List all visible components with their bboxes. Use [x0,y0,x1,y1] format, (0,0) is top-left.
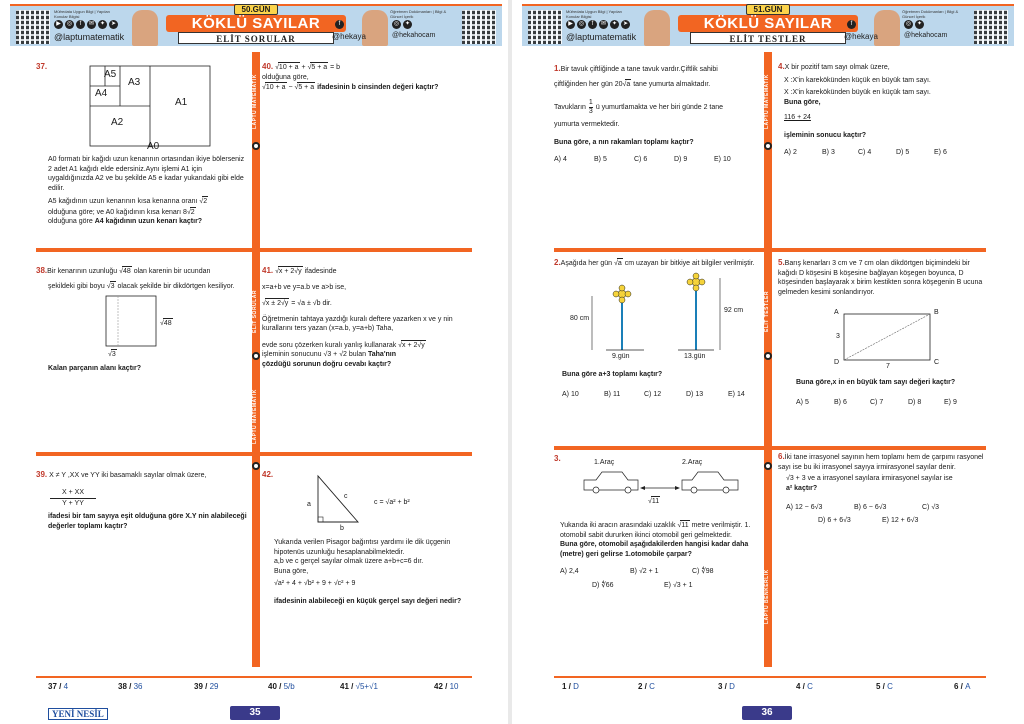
header-small-right: Öğretmen Dokümanları | Bilgi & Güncel İçerik [390,9,447,19]
day-badge: 51.GÜN [746,4,790,15]
qr-code-right [974,10,1008,44]
q39-num: X + XX [50,488,96,499]
q42-side-c: c [344,493,348,500]
qr-code-right [462,10,496,44]
right-triangle-diagram [316,474,360,524]
answer-q: 5 [876,682,881,691]
handle-left: @laptumatematik [566,32,637,42]
option-d[interactable]: D) 8 [908,398,922,406]
answer-3: 3 / D [718,682,735,691]
answer-q: 1 [562,682,567,691]
qr-code-left [528,10,562,44]
question-3 [554,454,561,465]
page-subtitle: ELİT SORULAR [178,32,334,44]
q1-p2: çiftliğinden her gün [554,80,613,88]
q40-question: ifadesinin b cinsinden değeri kaçtır? [317,84,439,91]
q2-height-1: 80 cm [570,315,590,322]
vbar-text-3: LAPTU BENKERLİK [764,569,770,625]
q2-day-2: 13.gün [684,353,706,360]
row-divider [260,452,472,456]
q37-text: A0 formatı bir kağıdı uzun kenarının ortasından ikiye bölerseniz 2 adet A1 kağıdı elde edersiniz.Aynı işlemi A1 için uygaldığınızda A2 ve bu şekilde A5 e kadar yukarıdaki gibi elde edilir. A5 kağıdının uzun kenarının kısa kenarına oranı √2 olduğuna göre; ve A0 kağıdının kısa kenarı 8√2 olduğuna göre A4 kağıdının uzun kenarı kaçtır? [48,155,248,227]
twitch-icon: ✉ [88,21,95,27]
option-a[interactable]: A) 12 − 6√3 [786,504,823,511]
side-3: 3 [836,333,840,340]
answer-q: 4 [796,682,801,691]
q4-p2: X :X'in karekökünden küçük en büyük tam sayı. [784,76,931,84]
answer-1: 1 / D [562,682,579,691]
q5-p1: Barış kenarları 3 cm ve 7 cm olan dikdörtgen biçimindeki bir kağıdı D köşesini B köşesine bağlayan köşegen boyunca, D köşesinden başlayarak x birim kestikten sonra köşegenin B ucuna gelmeden kesimi sonlandırıyor. [778,260,983,296]
q38-r48: 48 [122,268,131,275]
q41-p1: x=a+b ve y=a.b ve a>b ise, [262,283,347,291]
q4-options [784,148,984,158]
plant-diagram [600,276,740,356]
q37-question: A4 kağıdının uzun kenarı kaçtır? [94,218,203,225]
corner-a: A [834,309,839,316]
q38-side-label: √48 [160,320,172,327]
q38-question [48,364,141,374]
q1-p3b: ü yumurtlamakta ve her biri günde 2 tane [595,103,724,111]
page-number: 36 [742,706,792,720]
instagram-icon: ◎ [393,21,400,27]
option-c[interactable]: C) √3 [922,504,940,511]
option-e[interactable]: E) 6 [934,149,947,156]
q41-p6a: Taha'nın [368,351,396,358]
q37-p2: A5 kağıdının uzun kenarının kısa kenarına oranı [48,198,198,205]
q1-p2v: 20 [614,80,623,88]
divider-dot [252,462,260,470]
answer-a: 29 [209,682,219,691]
q4-p3: X :X'in karekökünden büyük en küçük tam sayı. [784,89,931,96]
footer-line [36,676,472,678]
social-icons-left [54,20,118,29]
label-a3: A3 [128,77,141,88]
q42-expr: √a² + 4 + √b² + 9 + √c² + 9 [274,580,356,587]
row-divider [36,248,252,252]
corner-b: B [934,309,939,316]
question-42 [262,470,273,481]
q42-p1: Yukarıda verilen Pisagor bağıntısı yardımı ile dik üçgenin hipotenüs uzunluğu hesaplanabilmektedir. [274,539,451,556]
option-c[interactable]: C) 12 [644,390,662,398]
option-c[interactable]: C) 7 [870,398,884,406]
social-icons-mid [335,20,344,29]
q40-e1: 10 + a [278,64,299,71]
option-c[interactable]: C) 6 [634,156,648,163]
q4-p1: X bir pozitif tam sayı olmak üzere, [784,64,890,71]
option-d[interactable]: D) ∜66 [592,581,614,589]
question-41: 41. √x + 2√y ifadesinde x=a+b ve y=a.b ve a>b ise, √x ± 2√y = √a ± √b dir. Öğretmenin tahtaya yazdığı kuralı deftere yazarken x ve y nin kurallarını ters yazan (x=a.b, y=a+b) Taha, evde soru çözerken kuralı yanlış kullanarak √x + 2√y işleminin sonucunu √3 + √2 bulan Taha'nın çözdüğü sorunun doğru cevabı kaçtır? [262,266,472,369]
row-divider [772,446,986,450]
q42-question: ifadesinin alabileceği en küçük gerçel sayı değeri nedir? [274,597,462,605]
option-e[interactable]: E) 9 [944,398,957,406]
right-page [512,0,1024,724]
q38-p1b: olan karenin bir ucundan [133,268,211,275]
option-e[interactable]: E) 14 [728,390,745,398]
label-a4: A4 [95,88,108,99]
answer-q: 6 [954,682,959,691]
option-d[interactable]: D) 6 + 6√3 [818,516,851,524]
answer-q: 41 [340,682,349,691]
social-icons-mid [847,20,856,29]
youtube-icon: ▶ [566,20,575,29]
q5-options [796,398,986,408]
answer-a: D [573,682,579,691]
handle-right: @hekahocam [392,32,436,39]
answer-q: 37 [48,682,57,691]
question-number: 4. [778,62,785,71]
q3-distance: √11 [648,498,660,505]
q6-p1: İki tane irrasyonel sayının hem toplamı hem de çarpımı rasyonel sayı ise bu iki irrasyonel sayıya irmirasyonel sayılar denir. [778,454,984,471]
footer-line [554,676,986,678]
option-a[interactable]: A) 10 [562,390,579,398]
option-b[interactable]: B) 5 [594,156,607,163]
option-b[interactable]: B) 3 [822,149,835,156]
q37-p3: olduğuna göre; ve A0 kağıdının kısa kenarı [48,208,182,216]
q2-question: Buna göre a+3 toplamı kaçtır? [562,371,663,378]
q2-options [562,390,762,400]
option-b[interactable]: B) 11 [604,390,621,398]
divider-dot [764,352,772,360]
answer-a: A [965,682,971,691]
q2-day-1: 9.gün [612,353,630,360]
rectangle-diagram [842,312,934,364]
q41-p0: ifadesinde [304,268,337,275]
answer-a: C [807,682,813,691]
q3-car1: 1.Araç [594,459,615,466]
handle-mid: @hekaya [844,32,878,41]
vbar-text-1: LAPTU MATEMATİK [764,74,770,130]
answer-q: 3 [718,682,723,691]
row-divider [554,446,764,450]
answer-40: 40 / 5/b [268,682,295,691]
q38-bottom: 3 [111,351,116,358]
q3-p1b: metre verilmiştir. 1. otomobil sabit dururken ikinci otomobil geri gelmektedir. [560,522,751,539]
q42-formula: c = √a² + b² [374,499,410,506]
answer-q: 42 [434,682,443,691]
telegram-icon: ➤ [110,21,117,27]
instagram-icon: ◎ [905,21,912,27]
question-number: 3. [554,454,561,463]
q3-dist-inline: 11 [681,522,689,529]
q37-r2b: 2 [190,208,195,216]
answer-5: 5 / C [876,682,893,691]
q42-text [274,538,470,606]
q1-p1: Bir tavuk çiftliğinde a tane tavuk vardır.Çiftlik sahibi [560,66,718,73]
q41-e0: x + 2 [278,268,295,275]
q6-options-row1 [786,503,986,513]
question-38: 38.Bir kenarının uzunluğu √48 olan karenin bir ucundan şekildeki gibi boyu √3 olacak şekilde bir dikdörtgen kesiliyor. [36,266,235,290]
square-diagram [106,296,158,348]
qr-code-left [16,10,50,44]
avatar-left [644,10,670,46]
answer-q: 39 [194,682,203,691]
q38-bottom-label: √3 [108,351,116,358]
label-a0: A0 [147,141,160,152]
facebook-icon: f [335,20,344,29]
answer-4: 4 / C [796,682,813,691]
twitter-icon: ✦ [99,21,106,27]
facebook-icon: f [847,20,856,29]
corner-d: D [834,359,840,366]
q39-question [48,512,248,531]
header-small-left: Müfredata Uygun Bilgi | Yapılan Konular Bilgisi [54,9,110,19]
answer-38: 38 / 36 [118,682,143,691]
header-center [158,4,354,48]
option-d[interactable]: D) 5 [896,149,910,156]
answer-41: 41 / √5+√1 [340,682,378,691]
question-5 [778,258,986,297]
answer-37: 37 / 4 [48,682,69,691]
q3-car2: 2.Araç [682,459,703,466]
q41-e2b: = √a ± √b dir. [291,300,332,307]
q6-options-row2 [818,516,986,526]
option-b[interactable]: B) 6 − 6√3 [854,504,887,511]
header-small-right: Öğretmen Dokümanları | Bilgi & Güncel İçerik [902,9,959,19]
q39-question-text: ifadesi bir tam sayıya eşit olduğuna göre X.Y nin alabileceği değerler toplamı kaçtır? [48,513,247,530]
q40-e1b: 5 + a [311,64,328,71]
question-number: 37. [36,62,48,71]
option-c[interactable]: C) ∜98 [692,568,714,575]
q3-options-row2 [592,581,762,591]
option-a[interactable]: A) 4 [554,156,567,163]
question-6 [778,452,986,525]
answer-q: 40 [268,682,277,691]
q40-e2b: 5 + a [298,84,315,91]
day-badge: 50.GÜN [234,4,278,15]
q41-e4: x + 2 [402,341,418,349]
answer-39: 39 / 29 [194,682,219,691]
divider-dot [252,352,260,360]
q37-p4a: olduğuna göre [48,218,93,225]
label-a1: A1 [175,97,188,108]
q1-question: Buna göre, a nın rakamları toplamı kaçtır? [554,138,694,146]
q3-p1: Yukarıda iki aracın arasındaki uzaklık [560,522,676,529]
twitter-icon: ✦ [611,21,618,27]
q41-p5: işleminin sonucunu [262,351,322,358]
instagram-icon: ◎ [578,21,585,27]
label-a2: A2 [111,117,124,128]
q41-p3: Öğretmenin tahtaya yazdığı kuralı deftere yazarken x ve y nin kurallarını ters yazan (x=a.b, y=a+b) Taha, [262,315,453,332]
answer-a: √5+√1 [355,682,378,691]
social-icons-left [566,20,630,29]
center-divider [252,52,260,667]
question-number: 38. [36,266,48,275]
q1-frac-den: 3 [588,108,593,115]
twitch-icon: ✉ [600,21,607,27]
row-divider [260,248,472,252]
question-number: 41. [262,266,274,275]
q4-expr: 116 + 24 [784,114,811,121]
question-number: 42. [262,470,274,479]
social-icons-right [904,20,924,29]
question-number: 6. [778,452,785,461]
q2-bottom [562,370,762,399]
q38-question-text: Kalan parçanın alanı kaçtır? [48,365,141,372]
divider-dot [764,142,772,150]
instagram-icon: ◎ [66,21,73,27]
q6-p2: ve a irrasyonel sayılara irmirasyonel sayılar ise [807,475,953,482]
row-divider [772,248,986,252]
q38-side: 48 [163,320,172,327]
answer-a: 4 [63,682,69,691]
question-1: 1.Bir tavuk çiftliğinde a tane tavuk vardır.Çiftlik sahibi çiftliğinden her gün 20√a tane yumurta almaktadır. Tavukların $\frac{1}{3}$ ü yumurtlamakta ve her biri günde 2 tane yumurta vermektedir. Buna göre, a nın rakamları toplamı kaçtır? A) 4 B) 5 C) 6 D) 9 E) 10 [554,64,760,165]
handle-right: @hekahocam [904,32,948,39]
answer-42: 42 / 10 [434,682,459,691]
option-e[interactable]: E) 10 [714,156,731,163]
brand-logo: YENİ NESİL [48,708,108,720]
q39-den: Y + YY [62,499,84,507]
q39-fraction [50,488,96,508]
answer-q: 2 [638,682,643,691]
center-divider [764,52,772,667]
q3-options-row1 [560,567,762,577]
corner-c: C [934,359,940,366]
side-7: 7 [886,363,890,370]
q38-p2b: olacak şekilde bir dikdörtgen kesiliyor. [117,282,235,290]
q39-p1: X ≠ Y ,XX ve YY iki basamaklı sayılar olmak üzere, [49,472,207,479]
social-icons-right [392,20,412,29]
option-c[interactable]: C) 4 [858,149,872,156]
q1-p3: Tavukların [554,103,586,111]
q5-question: Buna göre,x in en büyük tam sayı değeri kaçtır? [796,379,956,386]
option-d[interactable]: D) 9 [674,156,688,163]
q41-e5: 3 + √2 [327,351,347,358]
facebook-icon: f [76,20,85,29]
q2-height-2: 92 cm [724,307,744,314]
avatar-left [132,10,158,46]
option-b[interactable]: B) 6 [834,398,847,406]
option-a[interactable]: A) 2,4 [560,568,579,575]
q1-p2b: tane yumurta almaktadır. [633,80,711,88]
handle-mid: @hekaya [332,32,366,41]
q42-side-b: b [340,525,344,532]
telegram-icon: ➤ [622,21,629,27]
question-number: 2. [554,258,561,267]
q37-r2: 2 [203,198,208,205]
answer-6: 6 / A [954,682,971,691]
q40-p1: olduğuna göre, [262,73,309,81]
q2-p1b: cm uzayan bir bitkiye ait bilgiler verilmiştir. [624,260,755,267]
q38-r3: 3 [110,282,115,290]
page-subtitle: ELİT TESTLER [690,32,846,44]
q40-e1c: = b [330,64,341,71]
row-divider [36,452,252,456]
q5-bottom [796,378,986,407]
vbar-text-1: LAPTU MATEMATİK [252,74,258,130]
question-40: 40. √10 + a + √5 + a = b olduğuna göre, √10 + a − √5 + a ifadesinin b cinsinden değeri kaçtır? [262,62,472,93]
q41-question: çözdüğü sorunun doğru cevabı kaçtır? [262,360,392,368]
q37-p3v: 8 [183,208,187,216]
q3-text: Yukarıda iki aracın arasındaki uzaklık √11 metre verilmiştir. 1. otomobil sabit dururken ikinci otomobil geri gelmektedir. Buna göre, otomobil aşağıdakilerden hangisi kadar daha (metre) geri gelirse 1.otomobile çarpar? A) 2,4 B) √2 + 1 C) ∜98 D) ∜66 E) √3 + 1 [560,520,762,590]
question-number: 5. [778,258,785,267]
q4-question: işleminin sonucu kaçtır? [784,131,867,139]
page-title: KÖKLÜ SAYILAR [678,15,858,32]
question-2: 2.Aşağıda her gün √a cm uzayan bir bitkiye ait bilgiler verilmiştir. [554,258,755,267]
question-number: 1. [554,64,561,73]
page-number: 35 [230,706,280,720]
q38-p1: Bir kenarının uzunluğu [47,268,118,275]
q6-e1: √3 + 3 [786,475,806,482]
option-a[interactable]: A) 2 [784,149,797,156]
answer-a: D [729,682,735,691]
vbar-text-2: ELİT SORULAR [252,290,258,334]
answer-a: 10 [449,682,459,691]
q3-question: Buna göre, otomobil aşağıdakilerden hangisi kadar daha (metre) geri gelirse 1.otomobile çarpar? [560,541,749,558]
q4-p4: Buna göre, [784,98,821,106]
left-header [10,4,502,46]
option-b[interactable]: B) √2 + 1 [630,568,659,575]
page-title: KÖKLÜ SAYILAR [166,15,346,32]
handle-left: @laptumatematik [54,32,125,42]
question-39 [36,470,248,481]
option-d[interactable]: D) 13 [686,390,704,398]
twitter-icon: ✦ [916,21,923,27]
option-e[interactable]: E) √3 + 1 [664,581,693,589]
question-number: 40. [262,62,274,71]
header-center [670,4,866,48]
row-divider [554,248,764,252]
answer-a: C [649,682,655,691]
q1-options [554,155,760,165]
vbar-text-3: LAPTU MATEMATİK [252,389,258,445]
answer-a: 5/b [283,682,295,691]
q37-p1: A0 formatı bir kağıdı uzun kenarının ortasından ikiye bölerseniz 2 adet A1 kağıdı elde edersiniz.Aynı işlemi A1 için uygaldığınızda A2 ve bu şekilde A5 e kadar yukarıdaki gibi elde edilir. [48,156,245,192]
q40-e2: 10 + a [265,84,286,91]
divider-dot [252,142,260,150]
q6-question: a² kaçtır? [786,484,818,492]
twitter-icon: ✦ [404,21,411,27]
q41-p4: evde soru çözerken kuralı yanlış kullanarak [262,341,397,349]
answer-a: 36 [133,682,143,691]
header-small-left: Müfredata Uygun Bilgi | Yapılan Konular Bilgisi [566,9,622,19]
q1-frac-num: 1 [588,99,593,106]
option-a[interactable]: A) 5 [796,398,809,406]
q41-e2: x ± 2 [265,300,281,307]
q42-side-a: a [307,501,311,508]
answer-q: 38 [118,682,127,691]
vbar-text-2: ELİT TESTLER [764,291,770,333]
answer-a: C [887,682,893,691]
q42-p2: a,b ve c gerçel sayılar olmak üzere a+b+c=6 dır. [274,558,424,565]
q38-p2: şekildeki gibi boyu [48,282,105,290]
right-header [522,4,1014,46]
label-a5: A5 [104,69,117,80]
question-number: 39. [36,470,48,479]
q2-p1: Aşağıda her gün [560,260,613,267]
divider-dot [764,462,772,470]
youtube-icon: ▶ [54,20,63,29]
q1-p4: yumurta vermektedir. [554,121,620,128]
q42-p3: Buna göre, [274,567,309,575]
cars-diagram [582,466,744,496]
option-e[interactable]: E) 12 + 6√3 [882,516,919,524]
q3-dist: 11 [651,498,660,505]
facebook-icon: f [588,20,597,29]
answer-2: 2 / C [638,682,655,691]
question-4 [778,62,984,158]
q41-p5b: bulan [348,351,367,358]
